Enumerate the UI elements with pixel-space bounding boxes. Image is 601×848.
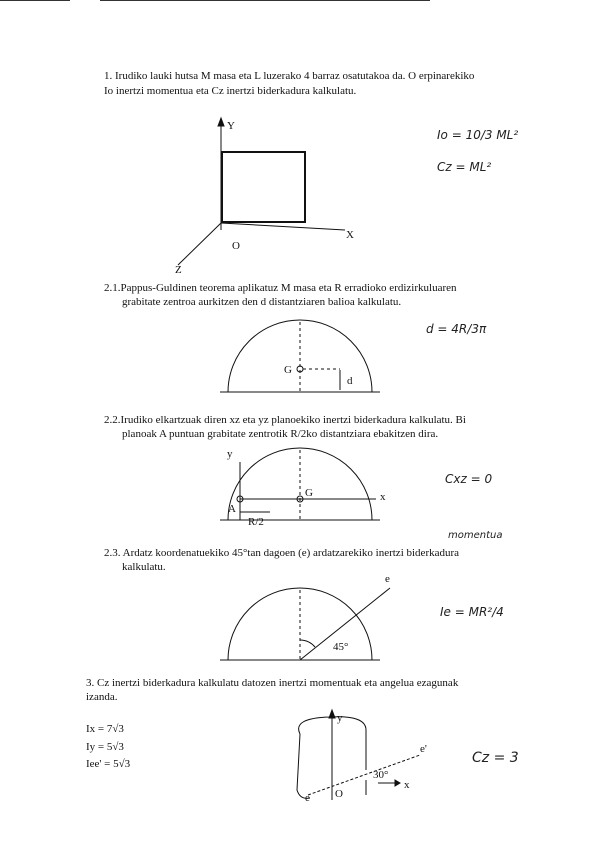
q22-r2-label: R/2 bbox=[248, 516, 264, 528]
q3-ix: Ix = 7√3 bbox=[86, 723, 124, 735]
q3-y-label: y bbox=[337, 712, 343, 724]
q23-text-line1: 2.3. Ardatz koordenatuekiko 45°tan dagoen (e) ardatzarekiko inertzi biderkadura bbox=[104, 547, 460, 559]
q1-answer-io: Io = 10/3 ML² bbox=[437, 128, 519, 142]
q1-answer-cz: Cz = ML² bbox=[437, 160, 492, 174]
q3-x-label: x bbox=[404, 779, 410, 791]
q1-text-line1: 1. Irudiko lauki hutsa M masa eta L luzerako 4 barraz osatutakoa da. O erpinarekiko bbox=[104, 70, 475, 82]
q22-text-line2: planoak A puntuan grabitate zentrotik R/2ko distantziara ebakitzen dira. bbox=[122, 428, 439, 440]
q22-g-label: G bbox=[305, 487, 313, 499]
q3-answer: Cz = 3 bbox=[472, 750, 519, 766]
q3-diagram bbox=[297, 710, 420, 800]
q22-y-label: y bbox=[227, 448, 233, 460]
q3-iy: Iy = 5√3 bbox=[86, 741, 124, 753]
q23-text-line2: kalkulatu. bbox=[122, 561, 166, 573]
q22-diagram bbox=[220, 448, 380, 520]
q3-text-line2: izanda. bbox=[86, 691, 118, 703]
q21-text-line1: 2.1.Pappus-Guldinen teorema aplikatuz M masa eta R erradioko erdizirkuluaren bbox=[104, 282, 457, 294]
q3-iee: Iee' = 5√3 bbox=[86, 758, 131, 770]
q22-answer: Cxz = 0 bbox=[445, 472, 493, 486]
q23-diagram bbox=[220, 588, 390, 660]
q3-e2-label: e' bbox=[420, 743, 427, 755]
q22-x-label: x bbox=[380, 491, 386, 503]
q23-angle: 45° bbox=[333, 641, 349, 653]
q3-text-line1: 3. Cz inertzi biderkadura kalkulatu datozen inertzi momentuak eta angelua ezagunak bbox=[86, 677, 459, 689]
q21-diagram bbox=[220, 320, 380, 392]
q21-g-label: G bbox=[284, 364, 292, 376]
q3-angle: 30° bbox=[373, 769, 389, 781]
q1-axis-x: X bbox=[346, 229, 354, 241]
q23-answer: Ie = MR²/4 bbox=[440, 605, 504, 619]
q23-correction: momentua bbox=[448, 530, 503, 541]
q1-axis-z: Z bbox=[175, 264, 182, 276]
q22-text-line1: 2.2.Irudiko elkartzuak diren xz eta yz planoekiko inertzi biderkadura kalkulatu. Bi bbox=[104, 414, 466, 426]
q1-origin: O bbox=[232, 240, 240, 252]
q22-a-label: A bbox=[228, 503, 236, 515]
q1-text-line2: Io inertzi momentua eta Cz inertzi biderkadura kalkulatu. bbox=[104, 85, 357, 97]
q1-diagram bbox=[178, 118, 345, 265]
q21-answer: d = 4R/3π bbox=[426, 322, 487, 336]
q3-origin: O bbox=[335, 788, 343, 800]
q21-text-line2: grabitate zentroa aurkitzen den d distantziaren balioa kalkulatu. bbox=[122, 296, 402, 308]
q23-e-label: e bbox=[385, 573, 390, 585]
q3-e-label: e bbox=[305, 792, 310, 804]
q1-axis-y: Y bbox=[227, 120, 235, 132]
q21-d-label: d bbox=[347, 375, 353, 387]
